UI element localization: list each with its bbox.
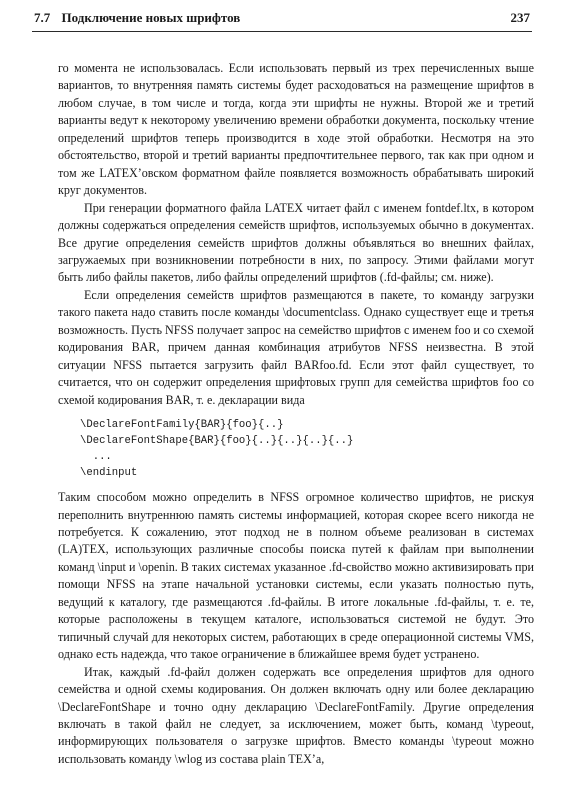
body-text — [58, 60, 534, 768]
running-header — [34, 10, 530, 30]
header-section — [34, 10, 240, 26]
paragraph: Итак, каждый .fd-файл должен содержать все определения шрифтов для одного семейства и одной схемы кодирования. Он должен включать одну или более декларацию \DeclareFontShape и точно одну декларацию \DeclareFontFamily. Другие определения включать в такой файл не следует, за исключением, может быть, команд \typeout, информирующих пользователя о загрузке шрифтов. Вместо команды \typeout можно использовать команду \wlog из состава plain TEX’a, — [58, 664, 534, 766]
paragraph: го момента не использовалась. Если использовать первый из трех перечисленных выше вариантов, то внутренняя память системы будет расходоваться на размещение шрифтов в любом случае, в том числе и тогда, когда эти шрифты не нужны. Второй же и третий варианты ведут к некоторому увеличению времени обработки документа, поскольку чтение определений шрифтов теперь производится в ходе этой обработки. Несмотря на это обстоятельство, второй и третий варианты предпочтительнее первого, так как при одном и том же LATEX’овском форматном файле появляется возможность обрабатывать широкий круг документов. — [58, 61, 534, 198]
paragraph: Таким способом можно определить в NFSS огромное количество шрифтов, не рискуя переполнить внутреннюю память системы информацией, которая скорее всего никогда не потребуется. К сожалению, этот подход не в полном объеме реализован в системах (LA)TEX, использующих различные способы поиска путей к файлам при выполнении команд \input и \openin. В таких системах указанное .fd-свойство можно активизировать при помощи NFSS на этапе начальной установки системы, если указать полностью путь, ведущий к каталогу, где размещаются .fd-файлы. В итоге локальные .fd-файлы, т. е. те, которые расположены в текущем каталоге, использоваться системой не будут. Это типичный случай для некоторых систем, работающих в среде операционной системы VMS, однако есть надежда, что такое ограничение в ближайшее время будет устранено. — [58, 490, 534, 662]
paragraph: При генерации форматного файла LATEX читает файл с именем fontdef.ltx, в котором должны содержаться определения семейств шрифтов, используемых обычно в документах. Все другие определения семейств шрифтов должны объявляться во внешних файлах, загружаемых при возникновении потребности в них, по запросу. Этими файлами могут быть либо файлы пакетов, либо файлы определений шрифтов (.fd-файлы; см. ниже). — [58, 200, 534, 285]
section-number: 7.7 — [34, 10, 51, 25]
paragraph: Если определения семейств шрифтов размещаются в пакете, то команду загрузки такого пакета надо ставить после команды \documentclass. Однако существует еще и третья возможность. Пусть NFSS получает запрос на семейство шрифтов с именем foo и со схемой кодирования BAR, причем данная комбинация атрибутов NFSS неизвестна. В этой ситуации NFSS пытается загрузить файл BARfoo.fd. Если этот файл существует, то считается, что он содержит определения шрифтовых групп для семейства шрифтов foo со схемой кодирования BAR, т. е. декларации вида — [58, 287, 534, 407]
header-rule — [32, 31, 532, 32]
code-block: \DeclareFontFamily{BAR}{foo}{..} \DeclareFontShape{BAR}{foo}{..}{..}{..}{..} ... \endinput — [80, 419, 354, 480]
page-number: 237 — [510, 10, 530, 25]
section-title: Подключение новых шрифтов — [61, 10, 241, 25]
